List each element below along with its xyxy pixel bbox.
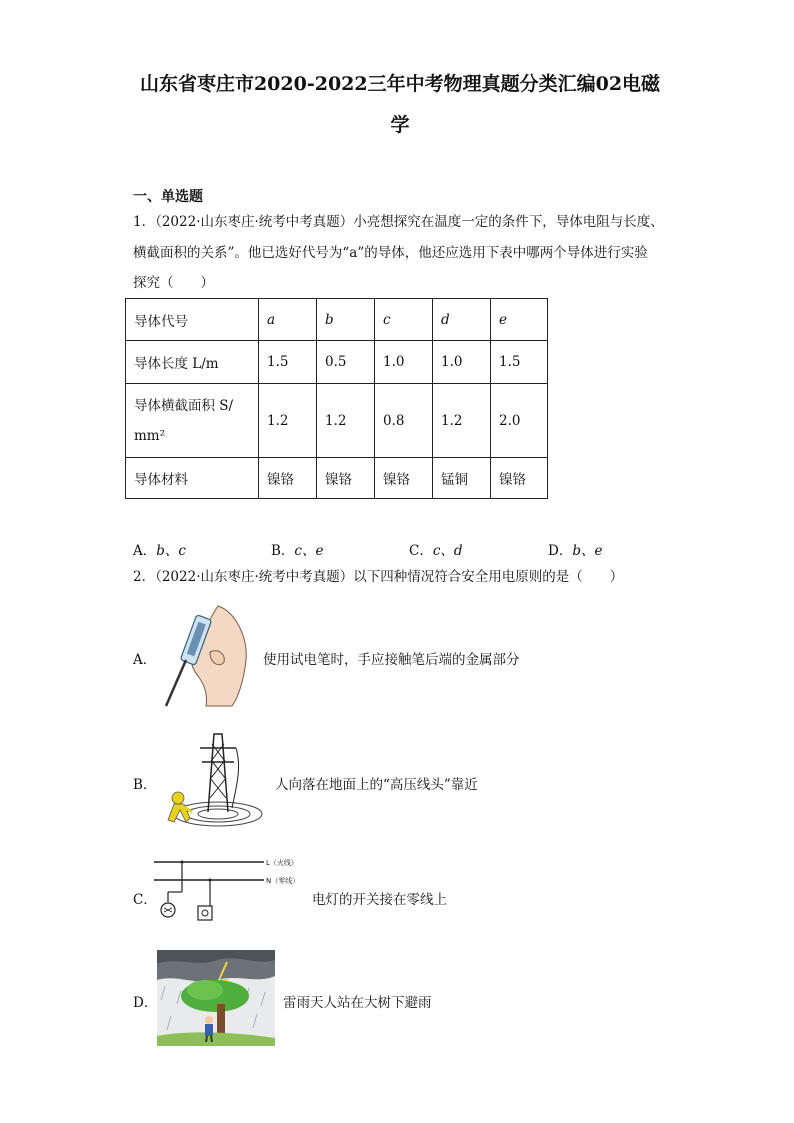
option-text: c、e	[294, 543, 324, 559]
q2-stem: 2．（2022·山东枣庄·统考中考真题）以下四种情况符合安全用电原则的是（ ）	[133, 569, 624, 585]
table-cell: 0.8	[375, 384, 433, 458]
q2-option-c-letter[interactable]: C．	[133, 892, 157, 908]
q1-option-c[interactable]	[409, 539, 463, 559]
option-text: b、c	[156, 543, 186, 559]
table-cell: 1.5	[259, 341, 317, 384]
option-letter: A．	[133, 543, 157, 559]
q2-option-b-letter[interactable]: B．	[133, 777, 157, 793]
high-voltage-tower-icon	[156, 728, 264, 832]
table-row-label: 导体材料	[126, 458, 259, 499]
table-cell: 镍铬	[317, 458, 375, 499]
q2-option-c-text[interactable]: 电灯的开关接在零线上	[312, 892, 447, 908]
table-row-label-line2: mm²	[134, 427, 166, 444]
option-letter: C．	[409, 543, 433, 559]
option-text: b、e	[572, 543, 603, 559]
table-cell: 0.5	[317, 341, 375, 384]
table-row-label: 导体代号	[126, 299, 259, 341]
table-row-label: 导体长度 L/m	[126, 341, 259, 384]
q1-stem-line1: 1．（2022·山东枣庄·统考中考真题）小亮想探究在温度一定的条件下，导体电阻与长度、	[133, 214, 664, 230]
table-row-label-line1: 导体横截面积 S/	[134, 397, 234, 414]
q1-option-d[interactable]	[548, 539, 602, 559]
table-cell: d	[433, 299, 491, 341]
document-title-line1: 山东省枣庄市2020-2022三年中考物理真题分类汇编02电磁	[139, 73, 661, 95]
q1-option-a[interactable]	[133, 539, 186, 559]
table-row	[126, 458, 548, 499]
thunderstorm-tree-icon	[157, 950, 275, 1046]
q2-option-d-text[interactable]: 雷雨天人站在大树下避雨	[283, 995, 432, 1011]
option-text: c、d	[432, 543, 463, 559]
table-cell: e	[491, 299, 548, 341]
table-row	[126, 384, 548, 458]
table-cell: 镍铬	[259, 458, 317, 499]
table-cell: 1.2	[259, 384, 317, 458]
table-cell: 镍铬	[491, 458, 548, 499]
table-row	[126, 299, 548, 341]
table-cell: 1.0	[375, 341, 433, 384]
q2-option-b-text[interactable]: 人向落在地面上的“高压线头”靠近	[275, 777, 478, 793]
table-cell: 镍铬	[375, 458, 433, 499]
lamp-switch-circuit-icon	[152, 852, 304, 932]
document-title-line2: 学	[390, 114, 410, 136]
q1-stem-line2: 横截面积的关系”。他已选好代号为“a”的导体，他还应选用下表中哪两个导体进行实验	[133, 245, 648, 261]
q2-option-a-letter[interactable]: A．	[133, 652, 157, 668]
neutral-wire-label: N（零线）	[266, 877, 300, 885]
table-cell: 2.0	[491, 384, 548, 458]
table-cell: 1.2	[433, 384, 491, 458]
test-pen-hand-icon	[158, 598, 253, 710]
table-cell: 1.5	[491, 341, 548, 384]
section-heading: 一、单选题	[133, 189, 203, 205]
conductor-table	[125, 298, 548, 499]
q2-option-a-text[interactable]: 使用试电笔时，手应接触笔后端的金属部分	[263, 652, 520, 668]
table-cell: b	[317, 299, 375, 341]
option-letter: B．	[271, 543, 295, 559]
q1-stem-line3: 探究（ ）	[133, 275, 214, 291]
table-row-label	[126, 384, 259, 458]
table-row	[126, 341, 548, 384]
q2-option-d-letter[interactable]: D．	[133, 995, 158, 1011]
live-wire-label: L（火线）	[266, 859, 298, 867]
table-cell: c	[375, 299, 433, 341]
table-cell: 锰铜	[433, 458, 491, 499]
table-cell: 1.2	[317, 384, 375, 458]
option-letter: D．	[548, 543, 573, 559]
q1-option-b[interactable]	[271, 539, 323, 559]
table-cell: a	[259, 299, 317, 341]
table-cell: 1.0	[433, 341, 491, 384]
